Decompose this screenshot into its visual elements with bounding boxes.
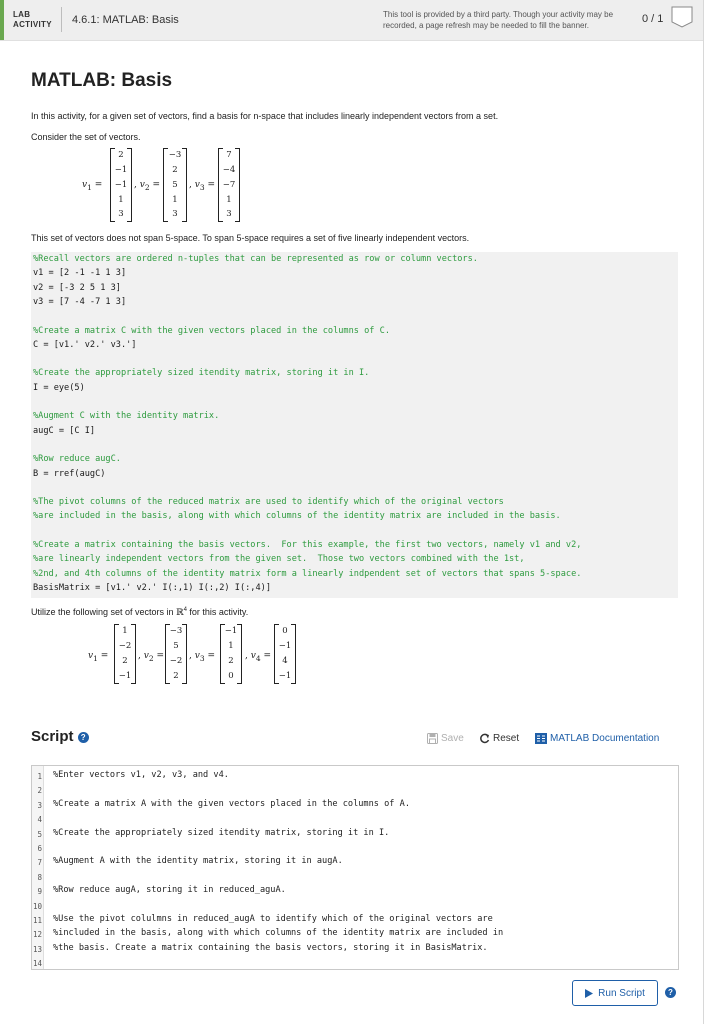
- code-comment-line: %are linearly independent vectors from the given set. Those two vectors combined with the 1st,: [33, 554, 525, 565]
- line-number: 14: [32, 959, 42, 969]
- code-comment-line: %2nd, and 4th columns of the identity matrix form a linearly indpendent set of vectors that spans 5-space.: [33, 568, 582, 579]
- line-number: 10: [32, 901, 42, 911]
- reset-icon: [479, 733, 490, 744]
- vector-matrix: −3 5 −2 2: [165, 624, 187, 684]
- third-party-note: This tool is provided by a third party. Though your activity may be recorded, a page refresh may be needed to fill the banner.: [383, 10, 614, 30]
- activity-title: 4.6.1: MATLAB: Basis: [72, 14, 179, 26]
- code-comment-line: %Recall vectors are ordered n-tuples that can be represented as row or column vectors.: [33, 254, 478, 264]
- line-number: 7: [37, 858, 42, 868]
- run-script-button[interactable]: Run Script: [572, 980, 658, 1006]
- editor-line[interactable]: %Enter vectors v1, v2, v3, and v4.: [53, 770, 229, 780]
- line-number: 12: [32, 930, 42, 940]
- code-line: I = eye(5): [33, 382, 85, 393]
- code-comment-line: %Create a matrix containing the basis vectors. For this example, the first two vectors, namely v1 and v2,: [33, 540, 582, 550]
- code-comment-line: %Augment C with the identity matrix.: [33, 411, 220, 422]
- reset-button[interactable]: Reset: [479, 733, 519, 744]
- line-number: 3: [37, 800, 42, 810]
- span-note: This set of vectors does not span 5-space. To span 5-space requires a set of five linearly independent vectors.: [31, 233, 470, 243]
- code-line: v1 = [2 -1 -1 1 3]: [33, 268, 127, 279]
- banner-accent: [0, 0, 4, 40]
- line-number: 5: [37, 829, 42, 839]
- editor-line[interactable]: %the basis. Create a matrix containing the basis vectors, storing it in BasisMatrix.: [53, 942, 488, 953]
- code-comment-line: %Create a matrix C with the given vectors placed in the columns of C.: [33, 325, 390, 336]
- code-line: B = rref(augC): [33, 468, 106, 479]
- run-help-icon[interactable]: ?: [665, 987, 676, 998]
- line-number: 9: [37, 887, 42, 897]
- editor-line[interactable]: %Create a matrix A with the given vectors placed in the columns of A.: [53, 798, 410, 809]
- editor-line[interactable]: %included in the basis, along with which columns of the identity matrix are included in: [53, 928, 504, 939]
- code-line: v3 = [7 -4 -7 1 3]: [33, 296, 127, 307]
- code-line: BasisMatrix = [v1.' v2.' I(:,1) I(:,2) I(:,4)]: [33, 582, 271, 593]
- vector-matrix: −3 2 5 1 3: [163, 148, 187, 222]
- editor-line[interactable]: %Create the appropriately sized itendity matrix, storing it in I.: [53, 827, 390, 838]
- code-line: C = [v1.' v2.' v3.']: [33, 339, 137, 350]
- code-comment-line: %Create the appropriately sized itendity matrix, storing it in I.: [33, 368, 370, 379]
- help-icon[interactable]: ?: [78, 732, 89, 743]
- vector-matrix: −1 1 2 0: [220, 624, 242, 684]
- code-line: v2 = [-3 2 5 1 3]: [33, 282, 121, 293]
- code-comment-line: %The pivot columns of the reduced matrix are used to identify which of the original vectors: [33, 497, 504, 508]
- code-comment-line: %are included in the basis, along with which columns of the identity matrix are included in the basis.: [33, 511, 561, 522]
- consider-text: Consider the set of vectors.: [31, 132, 141, 142]
- documentation-icon: [535, 733, 547, 744]
- vector-matrix: 1 −2 2 −1: [114, 624, 136, 684]
- code-line: augC = [C I]: [33, 425, 96, 436]
- line-number: 1: [37, 772, 42, 781]
- page-title: MATLAB: Basis: [31, 70, 173, 91]
- play-icon: [585, 989, 593, 998]
- code-comment-line: %Row reduce augC.: [33, 454, 121, 465]
- line-number-gutter: [32, 766, 44, 969]
- line-number: 11: [32, 916, 42, 925]
- line-number: 4: [37, 815, 42, 825]
- line-number: 2: [37, 786, 42, 796]
- line-number: 13: [32, 944, 42, 954]
- matlab-documentation-link[interactable]: MATLAB Documentation: [535, 733, 659, 744]
- editor-line[interactable]: %Use the pivot colulmns in reduced_augA to identify which of the original vectors are: [53, 914, 493, 924]
- banner-divider: [61, 7, 62, 32]
- vector-matrix: 7 −4 −7 1 3: [218, 148, 240, 222]
- completion-check-icon: [671, 6, 693, 28]
- lab-activity-label: LAB ACTIVITY: [13, 10, 52, 29]
- script-title: Script ?: [31, 728, 89, 745]
- vector-matrix: 0 −1 4 −1: [274, 624, 296, 684]
- editor-line[interactable]: %Row reduce augA, storing it in reduced_aguA.: [53, 885, 286, 896]
- save-button[interactable]: Save: [427, 733, 464, 744]
- vector-matrix: 2 −1 −1 1 3: [110, 148, 132, 222]
- editor-line[interactable]: %Augment A with the identity matrix, storing it in augA.: [53, 856, 343, 867]
- intro-text: In this activity, for a given set of vectors, find a basis for n-space that includes linearly independent vectors from a set.: [31, 111, 499, 121]
- score: 0 / 1: [642, 13, 664, 25]
- script-editor[interactable]: [31, 765, 679, 970]
- utilize-text: Utilize the following set of vectors in ℝ$^4$ for this activity.: [31, 607, 249, 618]
- activity-banner: [0, 0, 703, 41]
- save-icon: [427, 733, 438, 744]
- line-number: 8: [37, 872, 42, 882]
- line-number: 6: [37, 844, 42, 853]
